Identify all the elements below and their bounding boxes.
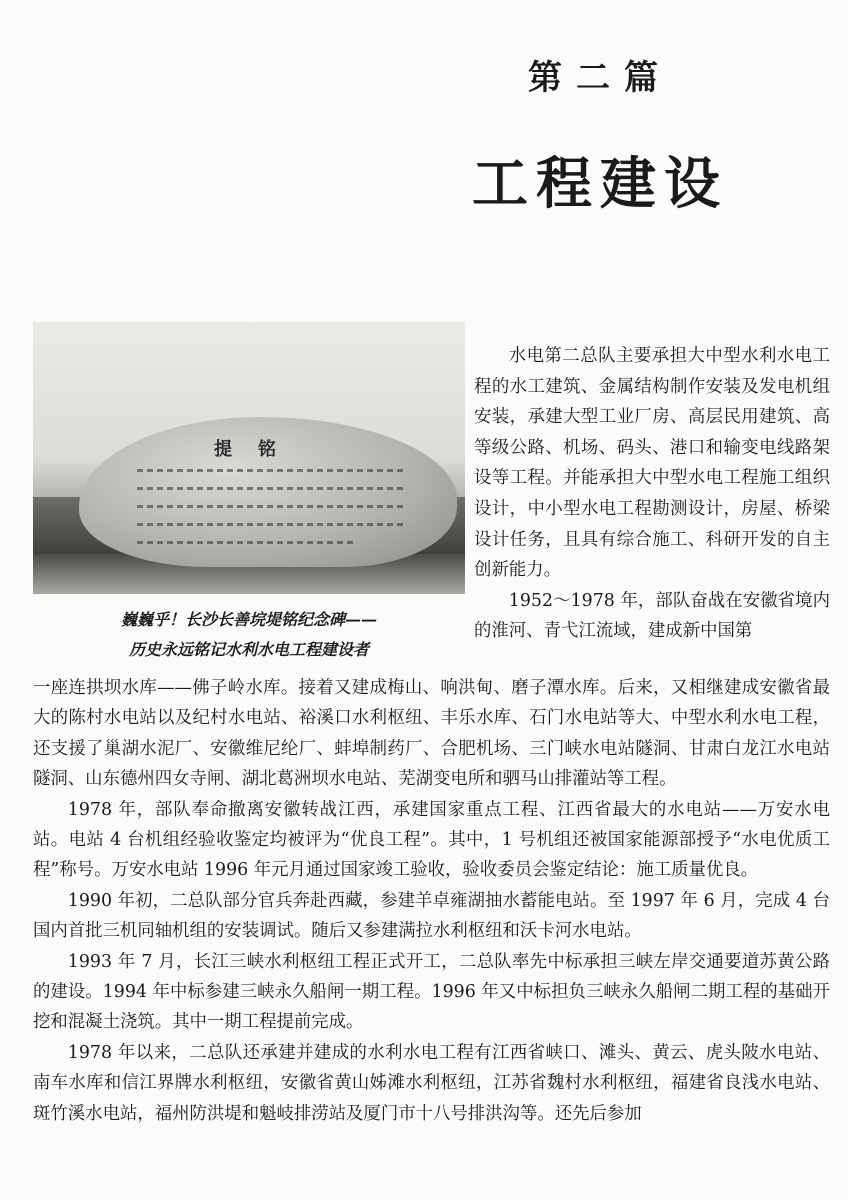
paragraph-other-projects: 1978 年以来，二总队还承建并建成的水利水电工程有江西省峡口、滩头、黄云、虎头陂水电站、南车水库和信江界牌水利枢纽，安徽省黄山姊滩水利枢纽，江苏省魏村水利枢纽，福建省良浅水电站、斑竹溪水电站，福州防洪堤和魁岐排涝站及厦门市十八号排洪沟等。还先后参加 [33, 1042, 830, 1124]
inscription-line [137, 469, 407, 472]
paragraph-three-gorges: 1993 年 7 月，长江三峡水利枢纽工程正式开工，二总队率先中标承担三峡左岸交通要道苏黄公路的建设。1994 年中标参建三峡永久船闸一期工程。1996 年又中标担负三峡永久船闸二期工程的基础开挖和混凝土浇筑。其中一期工程提前完成。 [33, 951, 830, 1033]
caption-line-2: 历史永远铭记水利水电工程建设者 [128, 640, 369, 659]
stone-inscription-title: 提铭 [214, 439, 302, 460]
caption-line-1: 巍巍乎！长沙长善垸堤铭纪念碑—— [120, 610, 377, 629]
history-paragraph-start: 1952～1978 年，部队奋战在安徽省境内的淮河、青弋江流域，建成新中国第 [474, 590, 830, 642]
part-label: 第二篇 [528, 58, 672, 98]
inscription-line [137, 523, 407, 526]
inscription-line [137, 487, 407, 490]
history-paragraph-continued: 一座连拱坝水库——佛子岭水库。接着又建成梅山、响洪甸、磨子潭水库。后来，又相继建成安徽省最大的陈村水电站以及纪村水电站、裕溪口水利枢纽、丰乐水库、石门水电站等大、中型水利水电工程，还支援了巢湖水泥厂、安徽维尼纶厂、蚌埠制药厂、合肥机场、三门峡水电站隧洞、甘肃白龙江水电站隧洞、山东德州四女寺闸、湖北葛洲坝水电站、芜湖变电所和驷马山排灌站等工程。 [33, 678, 830, 790]
body-text [33, 673, 830, 1129]
inscription-line [137, 541, 357, 544]
photo-caption [33, 605, 465, 665]
inscription-line [137, 505, 407, 508]
memorial-photo [33, 322, 465, 594]
part-title: 工程建设 [472, 151, 728, 217]
memorial-stone [79, 417, 457, 567]
intro-paragraph: 水电第二总队主要承担大中型水利水电工程的水工建筑、金属结构制作安装及发电机组安装，承建大型工业厂房、高层民用建筑、高等级公路、机场、码头、港口和输变电线路架设等工程。并能承担大中型水电工程施工组织设计，中小型水电工程勘测设计，房屋、桥梁设计任务，且具有综合施工、科研开发的自主创新能力。 [474, 346, 830, 581]
paragraph-wanan: 1978 年，部队奉命撤离安徽转战江西，承建国家重点工程、江西省最大的水电站——万安水电站。电站 4 台机组经验收鉴定均被评为“优良工程”。其中，1 号机组还被国家能源部授予“水电优质工程”称号。万安水电站 1996 年元月通过国家竣工验收，验收委员会鉴定结论：施工质量优良。 [33, 799, 830, 881]
paragraph-tibet: 1990 年初，二总队部分官兵奔赴西藏，参建羊卓雍湖抽水蓄能电站。至 1997 年 6 月，完成 4 台国内首批三机同轴机组的安装调试。随后又参建满拉水利枢纽和沃卡河水电站。 [33, 890, 830, 942]
intro-column [474, 341, 830, 647]
